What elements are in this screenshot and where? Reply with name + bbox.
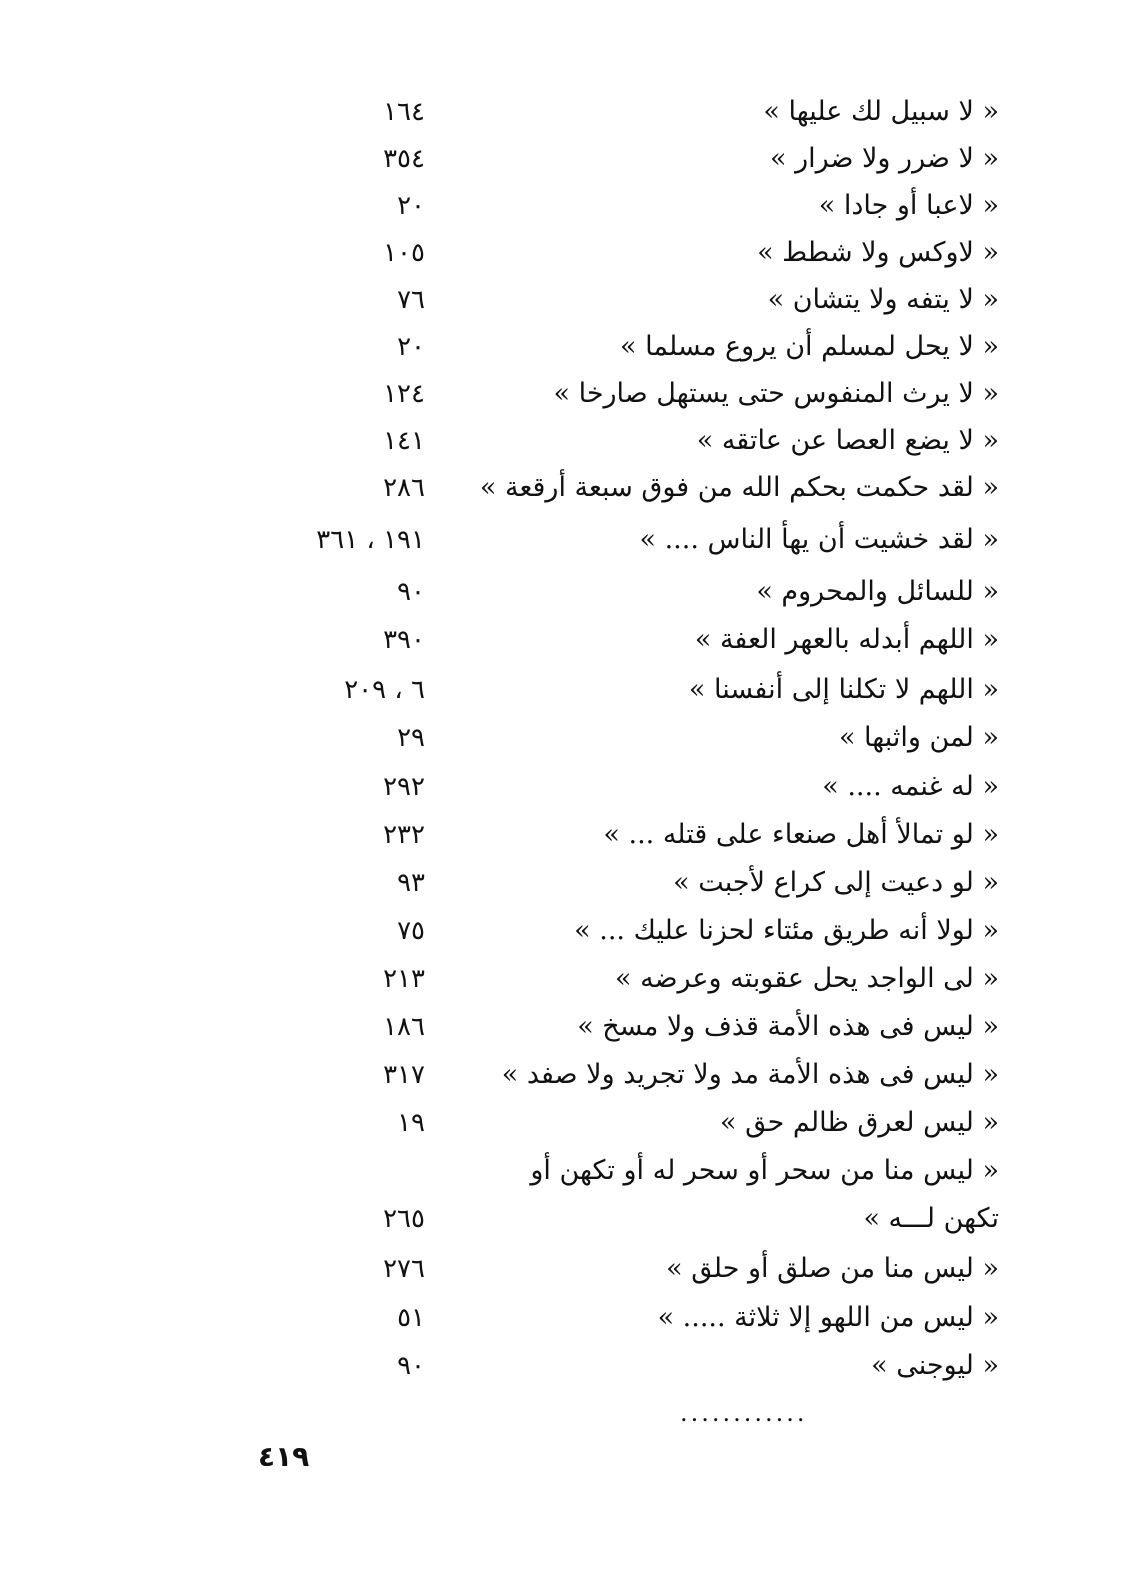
- index-entry: [0, 859, 1139, 907]
- entry-pages: ١٠٥: [383, 238, 425, 268]
- index-entry: [0, 666, 1139, 714]
- entry-pages: ١٩: [397, 1108, 425, 1138]
- index-entry: [0, 1294, 1139, 1342]
- entry-pages: ١٩١ ، ٣٦١: [316, 525, 425, 555]
- entry-phrase: « ليس لعرق ظالم حق »: [720, 1107, 999, 1138]
- index-entry: [0, 1342, 1139, 1390]
- index-entry: [0, 1245, 1139, 1293]
- entry-phrase: « لقد حكمت بحكم الله من فوق سبعة أرقعة »: [479, 472, 999, 503]
- index-entry: [0, 516, 1139, 564]
- entry-pages: ٢٩٢: [383, 772, 425, 802]
- entry-phrase: « لو تمالأ أهل صنعاء على قتله ... »: [603, 819, 999, 850]
- entry-phrase: « ليوجنى »: [871, 1350, 999, 1381]
- index-entry: [0, 616, 1139, 664]
- entry-pages: ٣٥٤: [383, 144, 425, 174]
- index-entry: [0, 955, 1139, 1003]
- entry-pages: ٢٦٥: [383, 1204, 425, 1234]
- index-entry: [0, 182, 1139, 230]
- index-entry: [0, 88, 1139, 136]
- index-entry: [0, 907, 1139, 955]
- entry-phrase: « له غنمه .... »: [822, 771, 999, 802]
- entry-pages: ٩٣: [397, 868, 425, 898]
- entry-phrase: « لو دعيت إلى كراع لأجبت »: [673, 867, 999, 898]
- entry-pages: ١٨٦: [383, 1012, 425, 1042]
- entry-pages: ٢٩: [397, 723, 425, 753]
- index-entry: [0, 763, 1139, 811]
- entry-pages: ٣٩٠: [383, 625, 425, 655]
- entry-phrase: « ليس من اللهو إلا ثلاثة ..... »: [657, 1302, 999, 1333]
- end-marker: ............: [680, 1399, 808, 1427]
- entry-phrase: « لولا أنه طريق مئتاء لحزنا عليك ... »: [574, 915, 999, 946]
- entry-pages: ٢١٣: [383, 964, 425, 994]
- entry-pages: ٧٦: [397, 285, 425, 315]
- entry-pages: ١٢٤: [383, 379, 425, 409]
- entry-phrase: « لا سبيل لك عليها »: [763, 96, 999, 127]
- entry-phrase: « ليس فى هذه الأمة مد ولا تجريد ولا صفد »: [501, 1059, 999, 1090]
- index-entry: [0, 1003, 1139, 1051]
- entry-phrase: « لا يحل لمسلم أن يروع مسلما »: [620, 331, 999, 362]
- entry-pages: ٩٠: [397, 577, 425, 607]
- page-number: ٤١٩: [258, 1440, 310, 1473]
- entry-phrase: « اللهم لا تكلنا إلى أنفسنا »: [688, 674, 999, 705]
- index-entry: [0, 229, 1139, 277]
- index-entry: [0, 714, 1139, 762]
- entry-phrase: « لاعبا أو جادا »: [818, 190, 999, 221]
- index-entry: [0, 811, 1139, 859]
- entry-phrase: « لا يضع العصا عن عاتقه »: [696, 425, 999, 456]
- entry-pages: ٢٣٢: [383, 820, 425, 850]
- entry-pages: ٢٨٦: [383, 473, 425, 503]
- index-entry: [0, 417, 1139, 465]
- entry-pages: ٢٠: [397, 191, 425, 221]
- entry-phrase: « لقد خشيت أن يهأ الناس .... »: [639, 524, 999, 555]
- index-entry: [0, 135, 1139, 183]
- entry-pages: ٦ ، ٢٠٩: [344, 675, 425, 705]
- index-entry: [0, 323, 1139, 371]
- entry-pages: ٩٠: [397, 1351, 425, 1381]
- entry-phrase: « لا يرث المنفوس حتى يستهل صارخا »: [553, 378, 999, 409]
- entry-phrase: « لا يتفه ولا يتشان »: [767, 284, 999, 315]
- entry-phrase: « اللهم أبدله بالعهر العفة »: [694, 624, 999, 655]
- index-entry: [0, 1099, 1139, 1147]
- entry-pages: ٧٥: [397, 916, 425, 946]
- entry-phrase: « ليس فى هذه الأمة قذف ولا مسخ »: [577, 1011, 999, 1042]
- index-entry: [0, 276, 1139, 324]
- entry-phrase: « لا ضرر ولا ضرار »: [769, 143, 999, 174]
- entry-phrase: « ليس منا من صلق أو حلق »: [666, 1253, 999, 1284]
- entry-phrase: « لى الواجد يحل عقوبته وعرضه »: [615, 963, 999, 994]
- entry-phrase: « ليس منا من سحر أو سحر له أو تكهن أو تكهن لـــه »: [530, 1155, 999, 1234]
- index-entry: [0, 464, 1139, 512]
- index-entry: [0, 370, 1139, 418]
- index-entry: [0, 568, 1139, 616]
- index-entry: [0, 1147, 1139, 1243]
- entry-pages: ٢٠: [397, 332, 425, 362]
- entry-phrase: « لاوكس ولا شطط »: [757, 237, 999, 268]
- entry-pages: ١٦٤: [383, 97, 425, 127]
- entry-pages: ٢٧٦: [383, 1254, 425, 1284]
- entry-pages: ٣١٧: [383, 1060, 425, 1090]
- entry-phrase: « لمن واثبها »: [838, 722, 999, 753]
- index-entry: [0, 1051, 1139, 1099]
- entry-pages: ٥١: [397, 1303, 425, 1333]
- entry-phrase: « للسائل والمحروم »: [756, 576, 999, 607]
- entry-pages: ١٤١: [383, 426, 425, 456]
